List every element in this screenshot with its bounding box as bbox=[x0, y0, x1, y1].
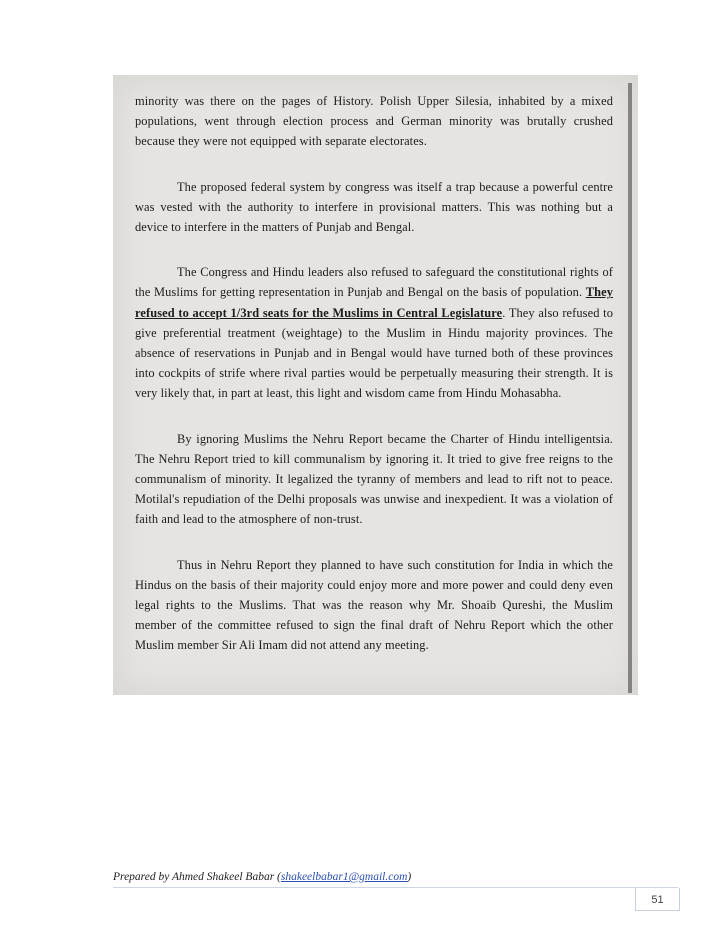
author-email-link[interactable]: shakeelbabar1@gmail.com bbox=[280, 871, 408, 883]
page-footer bbox=[113, 871, 411, 883]
footer-prefix: Prepared by Ahmed Shakeel Babar ( bbox=[113, 871, 281, 883]
footer-suffix: ) bbox=[407, 871, 412, 883]
page-number: 51 bbox=[635, 888, 680, 911]
paragraph-3-start: The Congress and Hindu leaders also refused to safeguard the constitutional rights of the Muslims for getting representation in Punjab and Bengal on the basis of population. bbox=[135, 265, 613, 300]
paragraph-5: Thus in Nehru Report they planned to have such constitution for India in which the Hindus on the basis of their majority could enjoy more and more power and could deny even legal rights to the Muslims. That was the reason why Mr. Shoaib Qureshi, the Muslim member of the committee refused to sign the final draft of Nehru Report which the other Muslim member Sir Ali Imam did not attend any meeting. bbox=[135, 557, 613, 653]
paragraph-1: minority was there on the pages of History. Polish Upper Silesia, inhabited by a mixed populations, went through election process and German minority was brutally crushed because they were not equipped with separate electorates. bbox=[135, 94, 613, 149]
paragraph-4: By ignoring Muslims the Nehru Report became the Charter of Hindu intelligentsia. The Nehru Report tried to kill communalism by ignoring it. It tried to give free reigns to the communalism of minority. It legalized the tyranny of members and lead to rift not to peace. Motilal's repudiation of the Delhi proposals was unwise and inexpedient. It was a violation of faith and lead to the atmosphere of non-trust. bbox=[135, 431, 613, 527]
paragraph-2: The proposed federal system by congress was itself a trap because a powerful centre was vested with the authority to interfere in provisional matters. This was nothing but a device to interfere in the matters of Punjab and Bengal. bbox=[135, 179, 613, 235]
scan-edge-shadow bbox=[628, 83, 632, 693]
paragraph-3 bbox=[135, 262, 613, 403]
underlined-statement: They refused to accept 1/3rd seats for the Muslims in Central Legislature bbox=[135, 285, 613, 320]
scanned-page-image bbox=[113, 75, 638, 695]
scanned-text-body bbox=[135, 91, 613, 681]
paragraph-3-end: . They also refused to give preferential treatment (weightage) to the Muslim in Hindu majority provinces. The absence of reservations in Punjab and in Bengal would have turned both of these provinces into cockpits of strife where rival parties would be perpetually measuring their strength. It is very likely that, in part at least, this light and wisdom came from Hindu Mohasabha. bbox=[135, 305, 613, 401]
footer-divider bbox=[113, 887, 678, 888]
